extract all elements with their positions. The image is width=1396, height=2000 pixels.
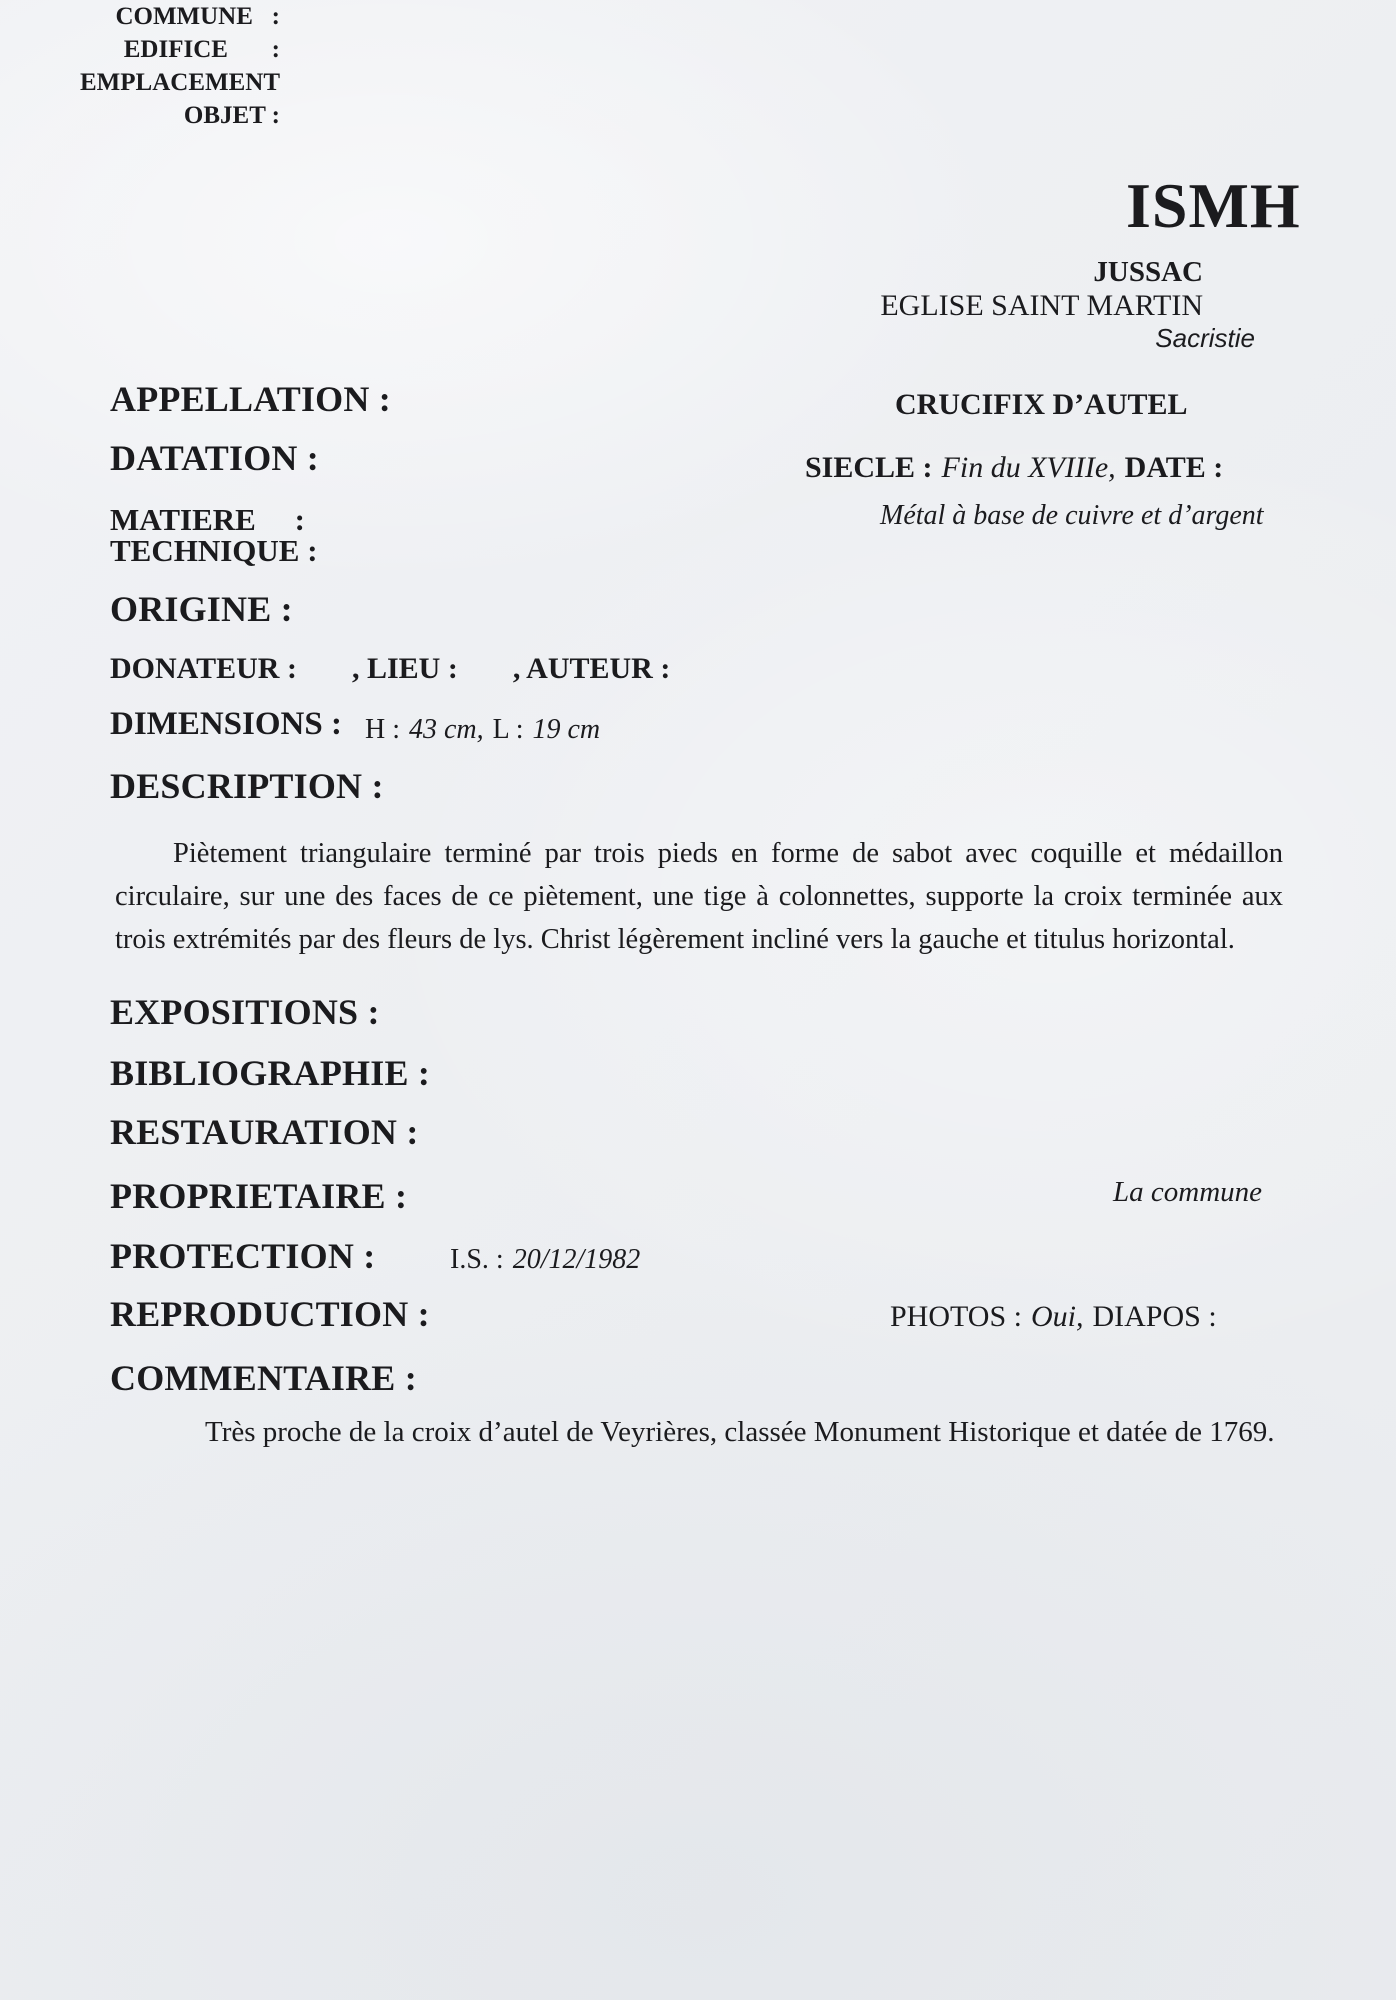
commune-label: COMMUNE : — [115, 3, 280, 30]
commentaire-text: Très proche de la croix d’autel de Veyrières, classée Monument Historique et datée de 1769. — [205, 1416, 1275, 1448]
dimension-l-value: 19 cm — [532, 714, 601, 745]
edifice-value: EGLISE SAINT MARTIN — [880, 289, 1203, 322]
ismh-stamp: ISMH — [1126, 170, 1301, 241]
datation-label: DATATION : — [110, 438, 319, 478]
appellation-label: APPELLATION : — [110, 379, 391, 419]
matiere-label: MATIERE : — [110, 502, 305, 537]
description-label: DESCRIPTION : — [110, 766, 384, 806]
emplacement-objet-label: EMPLACEMENT OBJET : — [80, 69, 280, 129]
date-label: DATE : — [1124, 451, 1224, 484]
origine-label: ORIGINE : — [110, 589, 293, 629]
donateur-label: DONATEUR : — [110, 652, 297, 685]
protection-value — [450, 1244, 640, 1275]
commune-value: JUSSAC — [1093, 256, 1203, 288]
siecle-value: Fin du XVIIIe, — [941, 451, 1116, 484]
identity-values — [880, 256, 1255, 355]
reproduction-label: REPRODUCTION : — [110, 1294, 430, 1334]
dimension-l-label: L : — [492, 714, 524, 745]
diapos-label: DIAPOS : — [1092, 1300, 1217, 1333]
proprietaire-value: La commune — [1113, 1176, 1263, 1208]
expositions-label: EXPOSITIONS : — [110, 992, 380, 1032]
commentaire-label: COMMENTAIRE : — [110, 1358, 417, 1398]
bibliographie-label: BIBLIOGRAPHIE : — [110, 1053, 431, 1093]
dimensions-label: DIMENSIONS : — [110, 706, 342, 742]
restauration-label: RESTAURATION : — [110, 1112, 419, 1152]
is-label: I.S. : — [450, 1244, 504, 1275]
auteur-label: , AUTEUR : — [512, 652, 671, 685]
datation-value-line — [805, 451, 1223, 485]
matiere-value: Métal à base de cuivre et d’argent — [880, 500, 1264, 531]
donateur-line — [110, 652, 670, 686]
edifice-label: EDIFICE : — [123, 36, 280, 63]
appellation-value: CRUCIFIX D’AUTEL — [895, 388, 1188, 421]
is-value: 20/12/1982 — [512, 1244, 641, 1275]
lieu-label: , LIEU : — [351, 652, 458, 685]
photos-label: PHOTOS : — [890, 1300, 1022, 1333]
proprietaire-label: PROPRIETAIRE : — [110, 1176, 408, 1216]
description-text: Piètement triangulaire terminé par trois pieds en forme de sabot avec coquille et médaillon circulaire, sur une des faces de ce piètement, une tige à colonnettes, supporte la croix terminée aux trois extrémités par des fleurs de lys. Christ légèrement incliné vers la gauche et titulus horizontal. — [115, 838, 1283, 955]
siecle-label: SIECLE : — [805, 451, 933, 484]
dimension-h-label: H : — [365, 714, 400, 745]
reproduction-value — [890, 1300, 1217, 1334]
dimensions-value — [365, 714, 600, 745]
technique-label: TECHNIQUE : — [110, 533, 318, 568]
dimension-h-value: 43 cm, — [409, 714, 484, 745]
identity-labels — [0, 0, 280, 129]
emplacement-objet-value: Sacristie — [1155, 323, 1255, 353]
photos-value: Oui, — [1030, 1300, 1084, 1333]
protection-label: PROTECTION : — [110, 1236, 376, 1276]
